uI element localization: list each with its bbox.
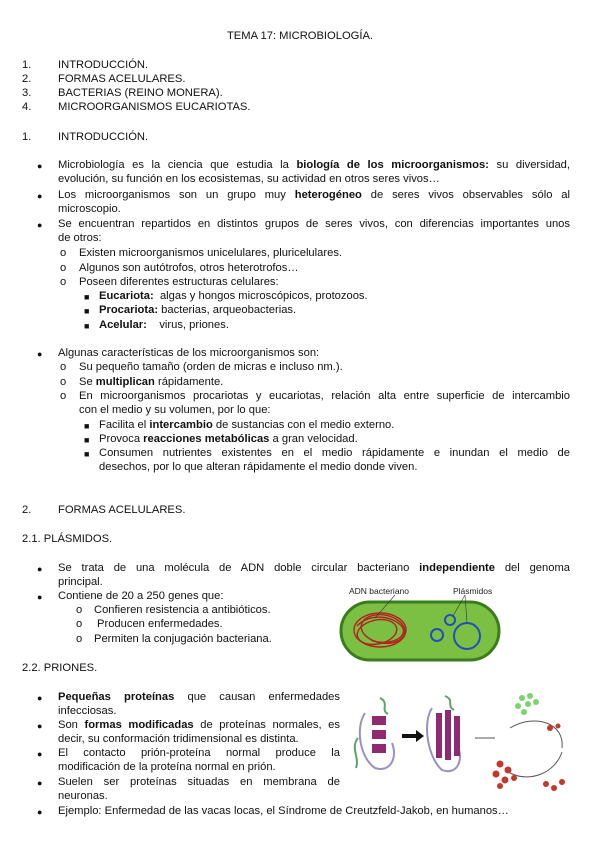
paragraph: Son formas modificadas de proteínas normales, es decir, su conformación tridimensional es distinta.: [58, 719, 340, 745]
conversion-arrow-icon: [402, 730, 424, 742]
paragraph: Contiene de 20 a 250 genes que:: [58, 590, 224, 602]
prion-protein-icon: [427, 696, 460, 771]
paragraph: Suelen ser proteínas situadas en membrana de neuronas.: [58, 776, 340, 802]
index-item: INTRODUCCIÓN.: [58, 59, 149, 71]
sub-bullet-icon: o: [60, 390, 67, 402]
section-heading: FORMAS ACELULARES.: [58, 504, 186, 516]
paragraph: Algunas características de los microorganismos son:: [58, 347, 320, 359]
sub-item: En microorganismos procariotas y eucariotas, relación alta entre superficie de intercambio con el medio y su volumen, por lo que:: [79, 390, 570, 416]
bullet-icon: ●: [37, 220, 43, 230]
subsection-heading: 2.1. PLÁSMIDOS.: [22, 533, 113, 545]
bullet-icon: ●: [37, 749, 43, 759]
prion-conversion-figure: [350, 688, 580, 796]
paragraph: Se trata de una molécula de ADN doble circular bacteriano independiente del genoma principal.: [58, 562, 570, 588]
paragraph: Los microorganismos son un grupo muy heterogéneo de seres vivos observables sólo al microscopio.: [58, 189, 571, 215]
sub-bullet-icon: o: [76, 604, 83, 616]
bullet-icon: ●: [37, 564, 43, 574]
bacterium-cell: [341, 602, 499, 660]
cell-type-item: Procariota: bacterias, arqueobacterias.: [99, 304, 297, 316]
section-number: 2.: [22, 504, 32, 516]
sub-sub-item: Facilita el intercambio de sustancias con el medio externo.: [99, 419, 395, 431]
square-bullet-icon: ■: [84, 421, 90, 431]
sub-bullet-icon: o: [76, 633, 83, 645]
sub-sub-item: Provoca reacciones metabólicas a gran velocidad.: [99, 433, 358, 445]
sub-bullet-icon: o: [60, 276, 67, 288]
sub-item: Se multiplican rápidamente.: [79, 376, 224, 388]
paragraph: Pequeñas proteínas que causan enfermedades infecciosas.: [58, 691, 340, 717]
index-item: MICROORGANISMOS EUCARIOTAS.: [58, 101, 251, 113]
bullet-icon: ●: [37, 721, 43, 731]
index-item: FORMAS ACELULARES.: [58, 73, 186, 85]
bullet-icon: ●: [37, 693, 43, 703]
paragraph: Microbiología es la ciencia que estudia la biología de los microorganismos: su diversidad, evolución, su función en los ecosistemas, su actividad en otros seres vivos…: [58, 159, 570, 185]
figure-label-plasmids: Plásmidos: [453, 586, 493, 596]
sub-sub-item: Consumen nutrientes existentes en el medio rápidamente e inundan el medio de desechos, por lo que alteran rápidamente el medio donde viven.: [99, 447, 570, 473]
square-bullet-icon: ■: [84, 292, 90, 302]
square-bullet-icon: ■: [84, 321, 90, 331]
square-bullet-icon: ■: [84, 435, 90, 445]
sub-item: Poseen diferentes estructuras celulares:: [79, 276, 279, 288]
cell-type-item: Acelular: virus, priones.: [99, 319, 229, 331]
paragraph: Ejemplo: Enfermedad de las vacas locas, el Síndrome de Creutzfeld-Jakob, en humanos…: [58, 805, 509, 817]
bullet-icon: ●: [37, 161, 43, 171]
bacterium-plasmid-figure: [335, 582, 505, 664]
sub-item: Producen enfermedades.: [97, 618, 223, 630]
bullet-icon: ●: [37, 592, 43, 602]
bullet-icon: ●: [37, 807, 43, 817]
square-bullet-icon: ■: [84, 306, 90, 316]
page-title: TEMA 17: MICROBIOLOGÍA.: [226, 30, 374, 42]
sub-item: Existen microorganismos unicelulares, pluricelulares.: [79, 247, 343, 259]
sub-item: Su pequeño tamaño (orden de micras e incluso nm.).: [79, 361, 343, 373]
figure-label-dna: ADN bacteriano: [349, 586, 410, 596]
sub-item: Permiten la conjugación bacteriana.: [94, 633, 272, 645]
sub-item: Algunos son autótrofos, otros heterotrofos…: [79, 262, 299, 274]
sub-bullet-icon: o: [60, 376, 67, 388]
section-heading: INTRODUCCIÓN.: [58, 131, 149, 143]
paragraph: Se encuentran repartidos en distintos grupos de seres vivos, con diferencias importantes unos de otros:: [58, 218, 570, 244]
sub-bullet-icon: o: [60, 247, 67, 259]
paragraph: El contacto prión-proteína normal produce la modificación de la proteína normal en prión.: [58, 747, 340, 773]
sub-item: Confieren resistencia a antibióticos.: [94, 604, 271, 616]
cell-type-item: Eucariota: algas y hongos microscópicos, protozoos.: [99, 290, 368, 302]
index-item: BACTERIAS (REINO MONERA).: [58, 87, 223, 99]
prion-cycle-icon: [475, 693, 565, 791]
sub-bullet-icon: o: [60, 361, 67, 373]
normal-protein-icon: [355, 698, 394, 769]
bullet-icon: ●: [37, 191, 43, 201]
sub-bullet-icon: o: [60, 262, 67, 274]
sub-bullet-icon: o: [76, 618, 83, 630]
square-bullet-icon: ■: [84, 449, 90, 459]
section-number: 1.: [22, 131, 32, 143]
bullet-icon: ●: [37, 349, 43, 359]
bullet-icon: ●: [37, 778, 43, 788]
subsection-heading: 2.2. PRIONES.: [22, 662, 98, 674]
